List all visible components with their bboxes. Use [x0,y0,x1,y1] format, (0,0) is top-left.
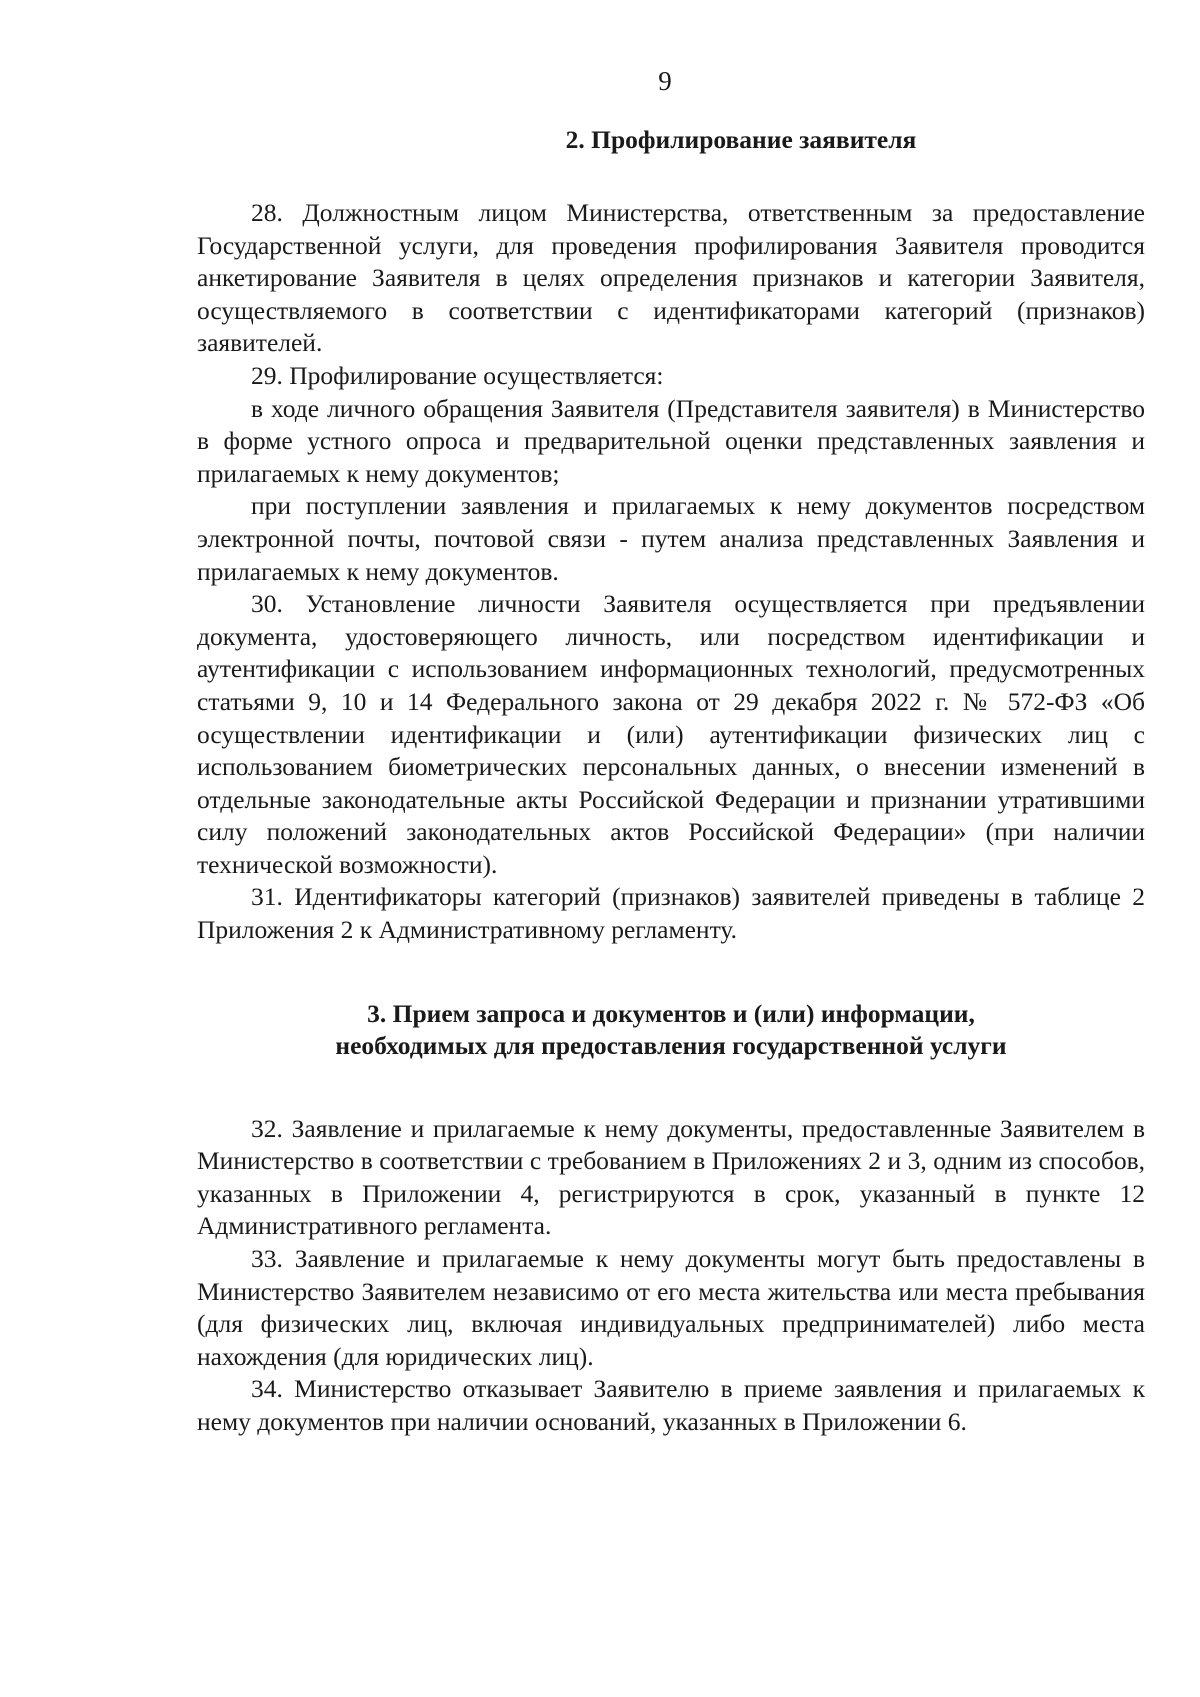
paragraph-29-item-1: в ходе личного обращения Заявителя (Представителя заявителя) в Министерство в форме устного опроса и предварительной оценки представленных заявления и прилагаемых к нему документов; [197,393,1145,488]
paragraph-32: 32. Заявление и прилагаемые к нему документы, предоставленные Заявителем в Министерство в соответствии с требованием в Приложениях 2 и 3, одним из способов, указанных в Приложении 4, регистрируются в срок, указанный в пункте 12 Административного регламента. [197,1113,1145,1241]
page-number: 9 [658,66,672,96]
paragraph-33: 33. Заявление и прилагаемые к нему документы могут быть предоставлены в Министерство Заявителем независимо от его места жительства или места пребывания (для физических лиц, включая индивидуальных предпринимателей) либо места нахождения (для юридических лиц). [197,1244,1145,1371]
paragraph-30: 30. Установление личности Заявителя осуществляется при предъявлении документа, удостоверяющего личность, или посредством идентификации и аутентификации с использованием информационных технологий, предусмотренных статьями 9, 10 и 14 Федерального закона от 29 декабря 2022 г. № 572-ФЗ «Об осуществлении идентификации и (или) аутентификации физических лиц с использованием биометрических персональных данных, о внесении изменений в отдельные законодательные акты Российской Федерации и признании утратившими силу положений законодательных актов Российской Федерации» (при наличии технической возможности). [197,589,1145,879]
section-2-heading: 2. Профилирование заявителя [565,125,917,154]
section-3-heading-line-1: 3. Прием запроса и документов и (или) информации, [367,998,975,1028]
page-content [197,124,1145,1439]
paragraph-34: 34. Министерство отказывает Заявителю в приеме заявления и прилагаемых к нему документов при наличии оснований, указанных в Приложении 6. [197,1374,1145,1436]
paragraph-31: 31. Идентификаторы категорий (признаков) заявителей приведены в таблице 2 Приложения 2 к Административному регламенту. [197,882,1145,945]
paragraph-29-item-2: при поступлении заявления и прилагаемых к нему документов посредством электронной почты, почтовой связи - путем анализа представленных Заявления и прилагаемых к нему документов. [197,491,1145,586]
section-3-heading-line-2: необходимых для предоставления государственной услуги [335,1030,1007,1060]
paragraph-28: 28. Должностным лицом Министерства, ответственным за предоставление Государственной услуги, для проведения профилирования Заявителя проводится анкетирование Заявителя в целях определения признаков и категории Заявителя, осуществляемого в соответствии с идентификаторами категорий (признаков) заявителей. [197,198,1145,358]
section-3-heading [197,998,1145,1062]
paragraph-29: 29. Профилирование осуществляется: [251,360,664,390]
